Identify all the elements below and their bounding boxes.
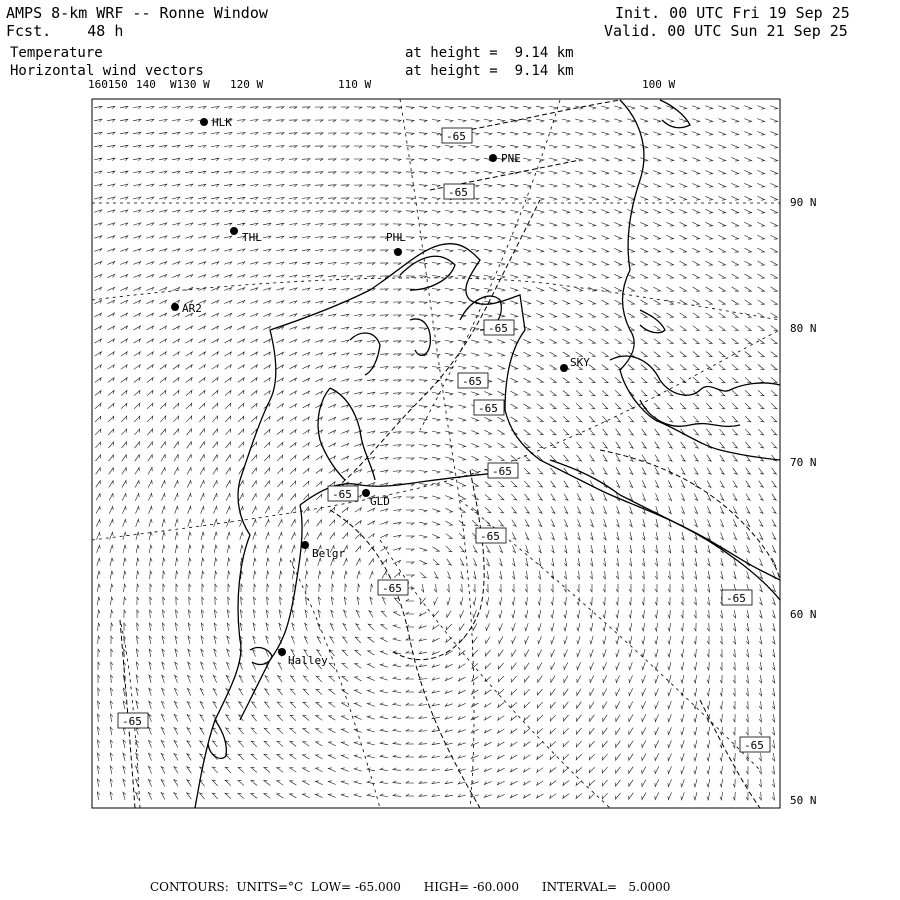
map-title: AMPS 8-km WRF -- Ronne Window (6, 4, 268, 22)
contour-label: -65 (448, 186, 468, 199)
graticule-line (92, 330, 780, 540)
coastline (550, 460, 780, 580)
wind-vector-field (94, 106, 778, 800)
contour-label: -65 (382, 582, 402, 595)
station-dot (230, 227, 238, 235)
station-dot (362, 489, 370, 497)
wind-vectors (94, 106, 778, 800)
contour-label-box (118, 713, 148, 728)
lon-label-140: 140 (136, 78, 156, 91)
coastline (400, 256, 455, 290)
contour-label: -65 (446, 130, 466, 143)
field-temperature: Temperature (10, 45, 103, 61)
contour-label-box (442, 128, 472, 143)
init-time: Init. 00 UTC Fri 19 Sep 25 (615, 4, 850, 22)
temperature-contour (330, 510, 480, 808)
contour-label: -65 (478, 402, 498, 415)
contour-labels (118, 128, 770, 752)
graticule (92, 99, 780, 808)
station-label-gld: GLD (370, 495, 390, 508)
map-frame (92, 99, 780, 808)
station-label-halley: Halley (288, 654, 328, 667)
contour-label: -65 (744, 739, 764, 752)
station-label-belgr: Belgr (312, 547, 346, 560)
graticule-line (400, 99, 474, 808)
station-dot (301, 541, 309, 549)
temperature-contour (390, 470, 484, 660)
coastline (410, 319, 430, 355)
lat-label-80n: 80 N (790, 322, 817, 335)
station-label-ar2: AR2 (182, 302, 202, 315)
station-label-pne: PNE (501, 152, 521, 165)
contour-label-box (328, 486, 358, 501)
contour-label-box (444, 184, 474, 199)
station-dot (200, 118, 208, 126)
station-dot (394, 248, 402, 256)
station-dot (171, 303, 179, 311)
lon-label-120w: 120 W (230, 78, 264, 91)
contour-label-box (476, 528, 506, 543)
temperature-contour (600, 450, 780, 580)
contour-label: -65 (480, 530, 500, 543)
contour-label: -65 (122, 715, 142, 728)
forecast-hour: Fcst. 48 h (6, 22, 124, 40)
contour-label: -65 (726, 592, 746, 605)
lat-label-90n: 90 N (790, 196, 817, 209)
station-dot (560, 364, 568, 372)
contour-label-box (378, 580, 408, 595)
contour-label-box (484, 320, 514, 335)
contour-label-box (740, 737, 770, 752)
coastline (208, 720, 226, 758)
height-wind: at height = 9.14 km (405, 63, 574, 79)
station-label-hlk: HLK (212, 116, 232, 129)
coastline (195, 330, 276, 808)
contour-label-box (722, 590, 752, 605)
coastline (330, 388, 375, 480)
station-label-phl: PHL (386, 231, 406, 244)
contour-label-box (458, 373, 488, 388)
coastline (660, 100, 690, 128)
contour-label: -65 (332, 488, 352, 501)
field-wind-vectors: Horizontal wind vectors (10, 63, 204, 79)
coastline (620, 100, 655, 420)
valid-time: Valid. 00 UTC Sun 21 Sep 25 (604, 22, 848, 40)
contour-label: -65 (488, 322, 508, 335)
station-dot (489, 154, 497, 162)
lon-label-110w: 110 W (338, 78, 372, 91)
contour-legend: CONTOURS: UNITS=°C LOW= -65.000 HIGH= -60.000 INTERVAL= 5.0000 (150, 880, 671, 894)
lon-label-100w: 100 W (642, 78, 676, 91)
lat-label-70n: 70 N (790, 456, 817, 469)
coastline (640, 310, 665, 333)
graticule-line (290, 560, 380, 808)
lon-label-160-150: 160150 (88, 78, 128, 91)
graticule-line (380, 540, 610, 808)
lat-label-60n: 60 N (790, 608, 817, 621)
coastline (350, 333, 380, 375)
height-temperature: at height = 9.14 km (405, 45, 574, 61)
coastlines (195, 100, 780, 808)
contour-label: -65 (492, 465, 512, 478)
temperature-contours (120, 100, 780, 808)
lon-label-130w: W130 W (170, 78, 210, 91)
station-label-sky: SKY (570, 356, 590, 369)
contour-label-box (474, 400, 504, 415)
contour-label: -65 (462, 375, 482, 388)
contour-label-box (488, 463, 518, 478)
coastline (318, 388, 345, 480)
temperature-contour (330, 200, 540, 493)
station-label-thl: THL (242, 231, 262, 244)
station-dot (278, 648, 286, 656)
lat-label-50n: 50 N (790, 794, 817, 807)
